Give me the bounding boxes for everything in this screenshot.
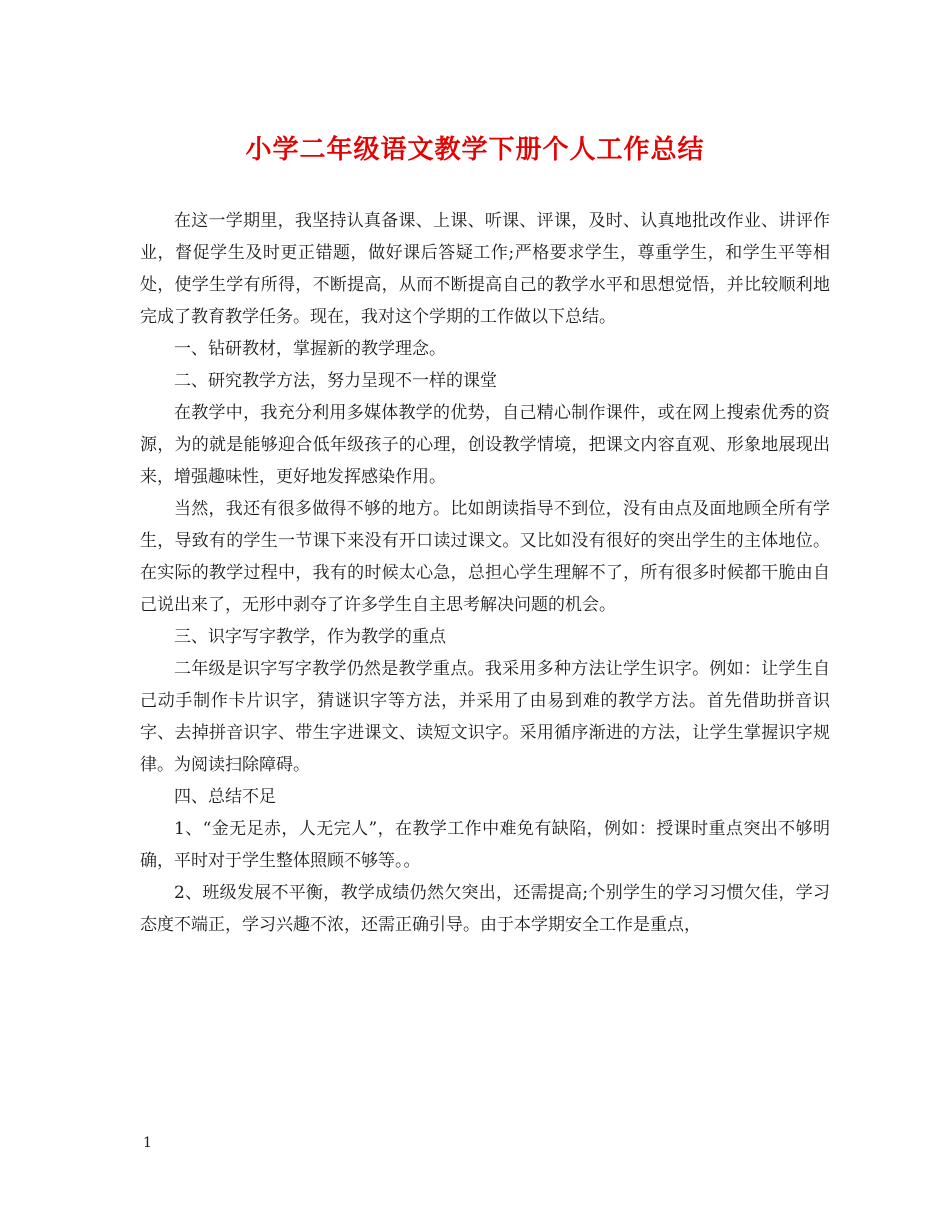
paragraph-literacy: 二年级是识字写字教学仍然是教学重点。我采用多种方法让学生识字。例如：让学生自己动手制作卡片识字，猜谜识字等方法，并采用了由易到难的教学方法。首先借助拼音识字、去掉拼音识字、带生字进课文、读短文识字。采用循序渐进的方法，让学生掌握识字规律。为阅读扫除障碍。 bbox=[140, 659, 830, 775]
paragraph-intro: 在这一学期里，我坚持认真备课、上课、听课、评课，及时、认真地批改作业、讲评作业，督促学生及时更正错题，做好课后答疑工作;严格要求学生，尊重学生，和学生平等相处，使学生学有所得，不断提高，从而不断提高自己的教学水平和思想觉悟，并比较顺利地完成了教育教学任务。现在，我对这个学期的工作做以下总结。 bbox=[140, 211, 830, 327]
paragraph-heading-4: 四、总结不足 bbox=[174, 787, 276, 807]
paragraph-shortcomings: 当然，我还有很多做得不够的地方。比如朗读指导不到位，没有由点及面地顾全所有学生，导致有的学生一节课下来没有开口读过课文。又比如没有很好的突出学生的主体地位。在实际的教学过程中，我有的时候太心急，总担心学生理解不了，所有很多时候都干脆由自己说出来了，无形中剥夺了许多学生自主思考解决问题的机会。 bbox=[140, 499, 830, 615]
paragraph-multimedia: 在教学中，我充分利用多媒体教学的优势，自己精心制作课件，或在网上搜索优秀的资源，为的就是能够迎合低年级孩子的心理，创设教学情境，把课文内容直观、形象地展现出来，增强趣味性，更好地发挥感染作用。 bbox=[140, 403, 830, 487]
paragraph-heading-2: 二、研究教学方法，努力呈现不一样的课堂 bbox=[174, 371, 497, 391]
paragraph-heading-3: 三、识字写字教学，作为教学的重点 bbox=[174, 627, 446, 647]
page-number: 1 bbox=[143, 1135, 152, 1151]
paragraph-point-1: 1、“金无足赤，人无完人”，在教学工作中难免有缺陷，例如：授课时重点突出不够明确，平时对于学生整体照顾不够等。。 bbox=[140, 819, 830, 871]
document-title: 小学二年级语文教学下册个人工作总结 bbox=[245, 135, 705, 165]
document-body bbox=[140, 205, 830, 941]
paragraph-heading-1: 一、钻研教材，掌握新的教学理念。 bbox=[174, 339, 446, 359]
paragraph-point-2: 2、班级发展不平衡，教学成绩仍然欠突出，还需提高;个别学生的学习习惯欠佳，学习态度不端正，学习兴趣不浓，还需正确引导。由于本学期安全工作是重点， bbox=[140, 883, 830, 935]
